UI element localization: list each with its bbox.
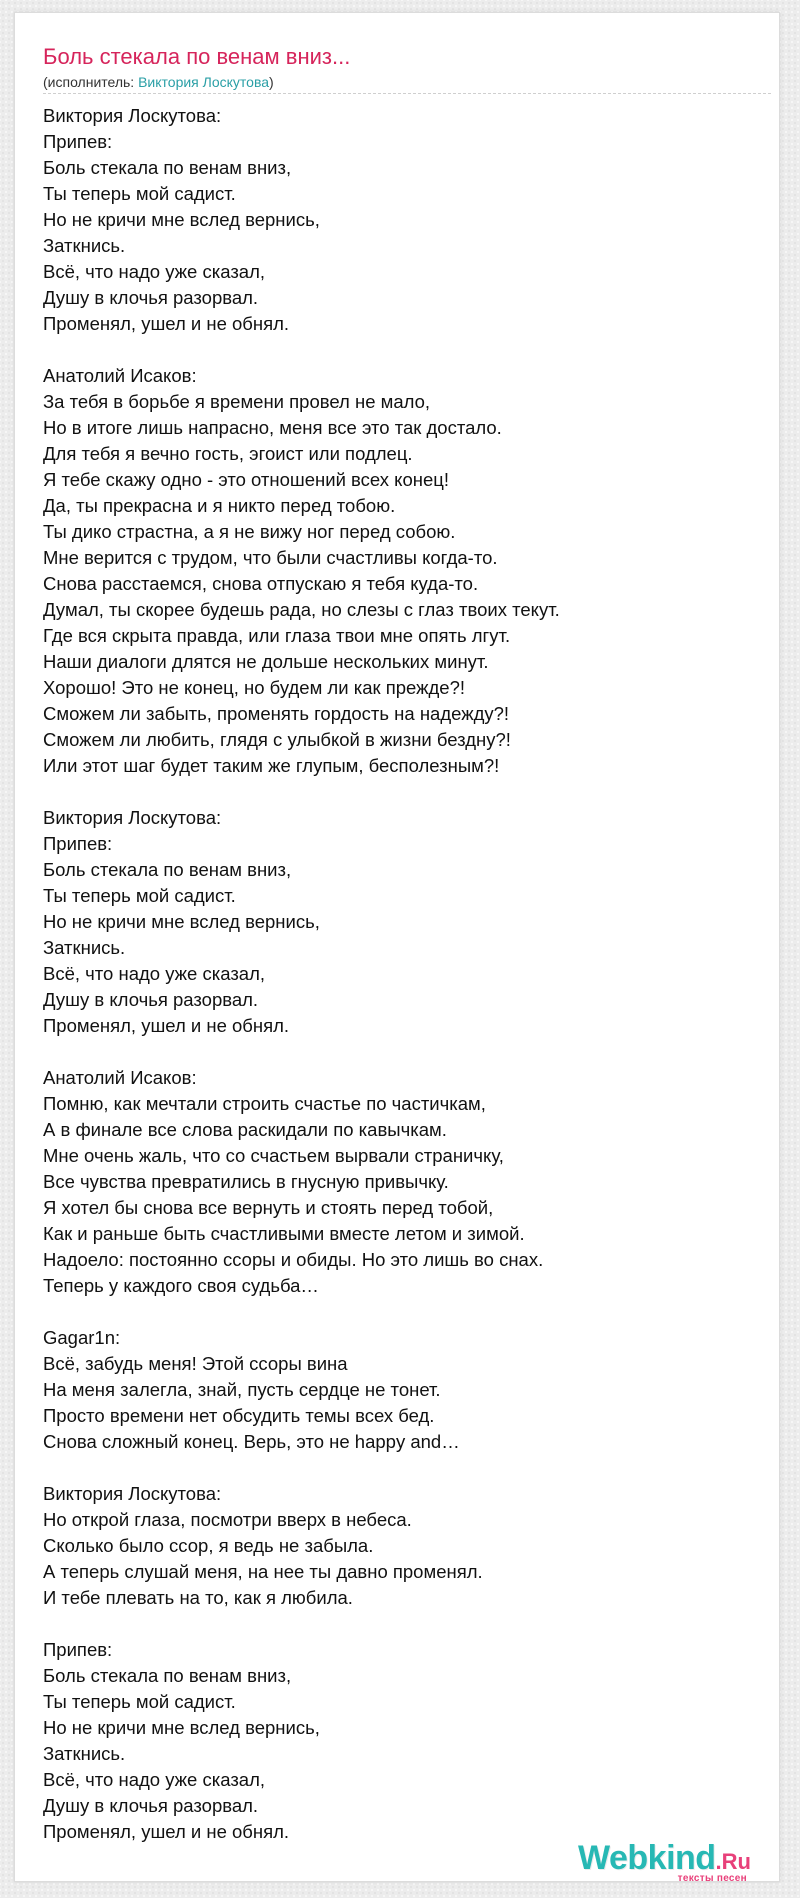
lyrics-card [14,12,780,1882]
site-logo[interactable] [578,1839,751,1884]
song-title: Боль стекала по венам вниз... [43,44,351,69]
lyrics-text: Виктория Лоскутова: Припев: Боль стекала по венам вниз, Ты теперь мой садист. Но не кричи мне вслед вернись, Заткнись. Всё, что надо уже сказал, Душу в клочья разорвал. Променял, ушел и не обнял. Анатолий Исаков: За тебя в борьбе я времени провел не мало, Но в итоге лишь напрасно, меня все это так достало. Для тебя я вечно гость, эгоист или подлец. Я тебе скажу одно - это отношений всех конец! Да, ты прекрасна и я никто перед тобою. Ты дико страстна, а я не вижу ног перед собою. Мне верится с трудом, что были счастливы когда-то. Снова расстаемся, снова отпускаю я тебя куда-то. Думал, ты скорее будешь рада, но слезы с глаз твоих текут. Где вся скрыта правда, или глаза твои мне опять лгут. Наши диалоги длятся не дольше нескольких минут. Хорошо! Это не конец, но будем ли как прежде?! Сможем ли забыть, променять гордость на надежду?! Сможем ли любить, глядя с улыбкой в жизни бездну?! Или этот шаг будет таким же глупым, бесполезным?! Виктория Лоскутова: Припев: Боль стекала по венам вниз, Ты теперь мой садист. Но не кричи мне вслед вернись, Заткнись. Всё, что надо уже сказал, Душу в клочья разорвал. Променял, ушел и не обнял. Анатолий Исаков: Помню, как мечтали строить счастье по частичкам, А в финале все слова раскидали по кавычкам. Мне очень жаль, что со счастьем вырвали страничку, Все чувства превратились в гнусную привычку. Я хотел бы снова все вернуть и стоять перед тобой, Как и раньше быть счастливыми вместе летом и зимой. Надоело: постоянно ссоры и обиды. Но это лишь во снах. Теперь у каждого своя судьба… Gagar1n: Всё, забудь меня! Этой ссоры вина На меня залегла, знай, пусть сердце не тонет. Просто времени нет обсудить темы всех бед. Снова сложный конец. Верь, это не happy and… Виктория Лоскутова: Но открой глаза, посмотри вверх в небеса. Сколько было ссор, я ведь не забыла. А теперь слушай меня, на нее ты давно променял. И тебе плевать на то, как я любила. Припев: Боль стекала по венам вниз, Ты теперь мой садист. Но не кричи мне вслед вернись, Заткнись. Всё, что надо уже сказал, Душу в клочья разорвал. Променял, ушел и не обнял. [43,105,560,1842]
artist-link[interactable]: Виктория Лоскутова [138,74,270,90]
logo-domain-suffix: .Ru [715,1849,751,1874]
logo-tagline: тексты песен [677,1873,747,1884]
performer-line [43,73,274,91]
header-divider [43,93,771,94]
logo-wordmark: Webkind [578,1839,716,1877]
performer-suffix: ) [269,74,274,90]
performer-prefix: (исполнитель: [43,74,139,90]
